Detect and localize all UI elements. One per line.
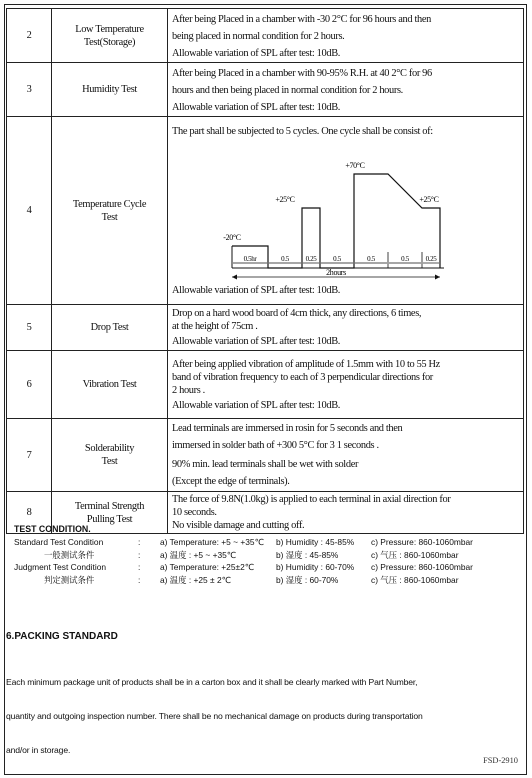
test-row bbox=[7, 63, 524, 117]
condition-colon: : bbox=[138, 575, 141, 586]
condition-pressure: c) Pressure: 860-1060mbar bbox=[371, 562, 473, 573]
test-condition-text bbox=[168, 305, 524, 351]
test-condition-title: TEST CONDITION. bbox=[14, 524, 91, 534]
condition-humidity: b) Humidity : 45-85% bbox=[276, 536, 355, 547]
cycle-segment-label: 0.5 bbox=[367, 254, 375, 263]
condition-line: After being Placed in a chamber with 90-95% R.H. at 40 2°C for 96 bbox=[172, 68, 432, 79]
test-row bbox=[7, 351, 524, 419]
test-spec-table bbox=[6, 8, 524, 534]
condition-label: 一般测试条件 bbox=[44, 549, 95, 560]
test-item-line: Test(Storage) bbox=[83, 36, 136, 48]
test-item-line: Low Temperature bbox=[75, 23, 144, 35]
condition-line: No visible damage and cutting off. bbox=[172, 520, 305, 531]
condition-humidity: b) 湿度 : 60-70% bbox=[276, 575, 339, 586]
condition-label: 判定测试条件 bbox=[44, 575, 95, 586]
packing-line: and/or in storage. bbox=[6, 745, 71, 755]
condition-pressure: c) 气压 : 860-1060mbar bbox=[371, 575, 459, 586]
document-code: FSD-2910 bbox=[483, 756, 518, 765]
row-number: 6 bbox=[7, 351, 52, 419]
condition-line: band of vibration frequency to each of 3 perpendicular directions for bbox=[172, 371, 433, 383]
condition-line: The part shall be subjected to 5 cycles. One cycle shall be consist of: bbox=[172, 125, 433, 137]
test-condition-row bbox=[14, 549, 459, 562]
condition-line: at the height of 75cm . bbox=[172, 321, 258, 332]
condition-line: hours and then being placed in normal condition for 2 hours. bbox=[172, 85, 403, 96]
condition-line: Lead terminals are immersed in rosin for 5 seconds and then bbox=[172, 423, 403, 434]
test-item-line: Pulling Test bbox=[86, 513, 133, 525]
test-condition-text bbox=[168, 117, 524, 305]
test-condition-text bbox=[168, 492, 524, 534]
cycle-temp-label: -20°C bbox=[223, 232, 241, 242]
row-number: 8 bbox=[7, 492, 52, 534]
test-item-line: Temperature Cycle bbox=[72, 198, 147, 210]
test-item-line: Test bbox=[101, 456, 118, 467]
condition-line: After being applied vibration of amplitude of 1.5mm with 10 to 55 Hz bbox=[172, 358, 440, 370]
condition-temperature: a) 温度 : +5 ~ +35℃ bbox=[160, 549, 237, 560]
condition-line: The force of 9.8N(1.0kg) is applied to each terminal in axial direction for bbox=[172, 494, 451, 505]
condition-humidity: b) Humidity : 60-70% bbox=[276, 562, 355, 573]
cycle-segment-label: 0.5 bbox=[333, 254, 341, 263]
test-item-name bbox=[52, 419, 168, 492]
test-item-line: Drop Test bbox=[90, 322, 129, 333]
condition-temperature: a) Temperature: +5 ~ +35℃ bbox=[160, 536, 264, 547]
allowable-variation: Allowable variation of SPL after test: 10dB. bbox=[172, 102, 341, 113]
condition-line: Drop on a hard wood board of 4cm thick, any directions, 6 times, bbox=[172, 308, 422, 319]
cycle-segment-label: 0.25 bbox=[305, 254, 317, 263]
packing-standard-title: 6.PACKING STANDARD bbox=[6, 631, 118, 642]
test-item-name bbox=[52, 9, 168, 63]
test-item-line: Humidity Test bbox=[82, 84, 137, 95]
test-item-line: Test bbox=[101, 211, 118, 223]
test-row bbox=[7, 419, 524, 492]
row-number: 3 bbox=[7, 63, 52, 117]
test-condition-text bbox=[168, 9, 524, 63]
condition-temperature: a) Temperature: +25±2℃ bbox=[160, 562, 255, 573]
test-condition-row bbox=[14, 536, 473, 549]
test-item-name bbox=[52, 351, 168, 419]
condition-line: 2 hours . bbox=[172, 384, 205, 396]
row-number: 5 bbox=[7, 305, 52, 351]
test-item-name bbox=[52, 305, 168, 351]
cycle-temp-label: +25°C bbox=[275, 194, 295, 204]
allowable-variation: Allowable variation of SPL after test: 10dB. bbox=[172, 284, 341, 296]
test-item-line: Terminal Strength bbox=[74, 500, 145, 512]
condition-line: immersed in solder bath of +300 5°C for 3 1 seconds . bbox=[172, 440, 379, 451]
condition-colon: : bbox=[138, 562, 141, 573]
cycle-temp-label: +25°C bbox=[419, 194, 439, 204]
condition-line: 90% min. lead terminals shall be wet with solder bbox=[172, 459, 359, 470]
packing-standard-body bbox=[6, 665, 522, 767]
cycle-segment-label: 0.5 bbox=[401, 254, 409, 263]
packing-line: Each minimum package unit of products shall be in a carton box and it shall be clearly marked with Part Number, bbox=[6, 677, 418, 687]
cycle-segment-label: 0.25 bbox=[425, 254, 437, 263]
condition-line: After being Placed in a chamber with -30 2°C for 96 hours and then bbox=[172, 14, 431, 25]
row-number: 7 bbox=[7, 419, 52, 492]
test-row bbox=[7, 117, 524, 305]
cycle-total-label: 2hours bbox=[326, 267, 346, 277]
cycle-profile-line bbox=[232, 174, 440, 268]
row-number: 2 bbox=[7, 9, 52, 63]
condition-label: Standard Test Condition bbox=[14, 536, 104, 547]
test-condition-text bbox=[168, 351, 524, 419]
condition-line: (Except the edge of terminals). bbox=[172, 476, 290, 487]
condition-colon: : bbox=[138, 549, 141, 560]
test-item-name bbox=[52, 63, 168, 117]
condition-humidity: b) 湿度 : 45-85% bbox=[276, 549, 339, 560]
test-condition-text bbox=[168, 63, 524, 117]
allowable-variation: Allowable variation of SPL after test: 10dB. bbox=[172, 48, 341, 59]
test-condition-row bbox=[14, 561, 473, 574]
test-item-line: Solderability bbox=[84, 443, 135, 454]
allowable-variation: Allowable variation of SPL after test: 10dB. bbox=[172, 399, 341, 411]
condition-pressure: c) Pressure: 860-1060mbar bbox=[371, 536, 473, 547]
cycle-segment-label: 0.5hr bbox=[243, 254, 257, 263]
condition-label: Judgment Test Condition bbox=[14, 562, 107, 573]
condition-pressure: c) 气压 : 860-1060mbar bbox=[371, 549, 459, 560]
test-row bbox=[7, 9, 524, 63]
test-condition-text bbox=[168, 419, 524, 492]
cycle-temp-label: +70°C bbox=[345, 160, 365, 170]
temperature-cycle-chart bbox=[172, 144, 452, 282]
condition-line: being placed in normal condition for 2 hours. bbox=[172, 31, 345, 42]
test-item-name bbox=[52, 117, 168, 305]
allowable-variation: Allowable variation of SPL after test: 10dB. bbox=[172, 336, 341, 347]
condition-colon: : bbox=[138, 536, 141, 547]
condition-line: 10 seconds. bbox=[172, 507, 217, 518]
test-condition-row bbox=[14, 574, 459, 587]
row-number: 4 bbox=[7, 117, 52, 305]
cycle-segment-label: 0.5 bbox=[281, 254, 289, 263]
packing-line: quantity and outgoing inspection number. There shall be no mechanical damage on products during transportation bbox=[6, 711, 423, 721]
test-row bbox=[7, 305, 524, 351]
condition-temperature: a) 温度 : +25 ± 2℃ bbox=[160, 575, 232, 586]
test-item-line: Vibration Test bbox=[82, 379, 137, 390]
